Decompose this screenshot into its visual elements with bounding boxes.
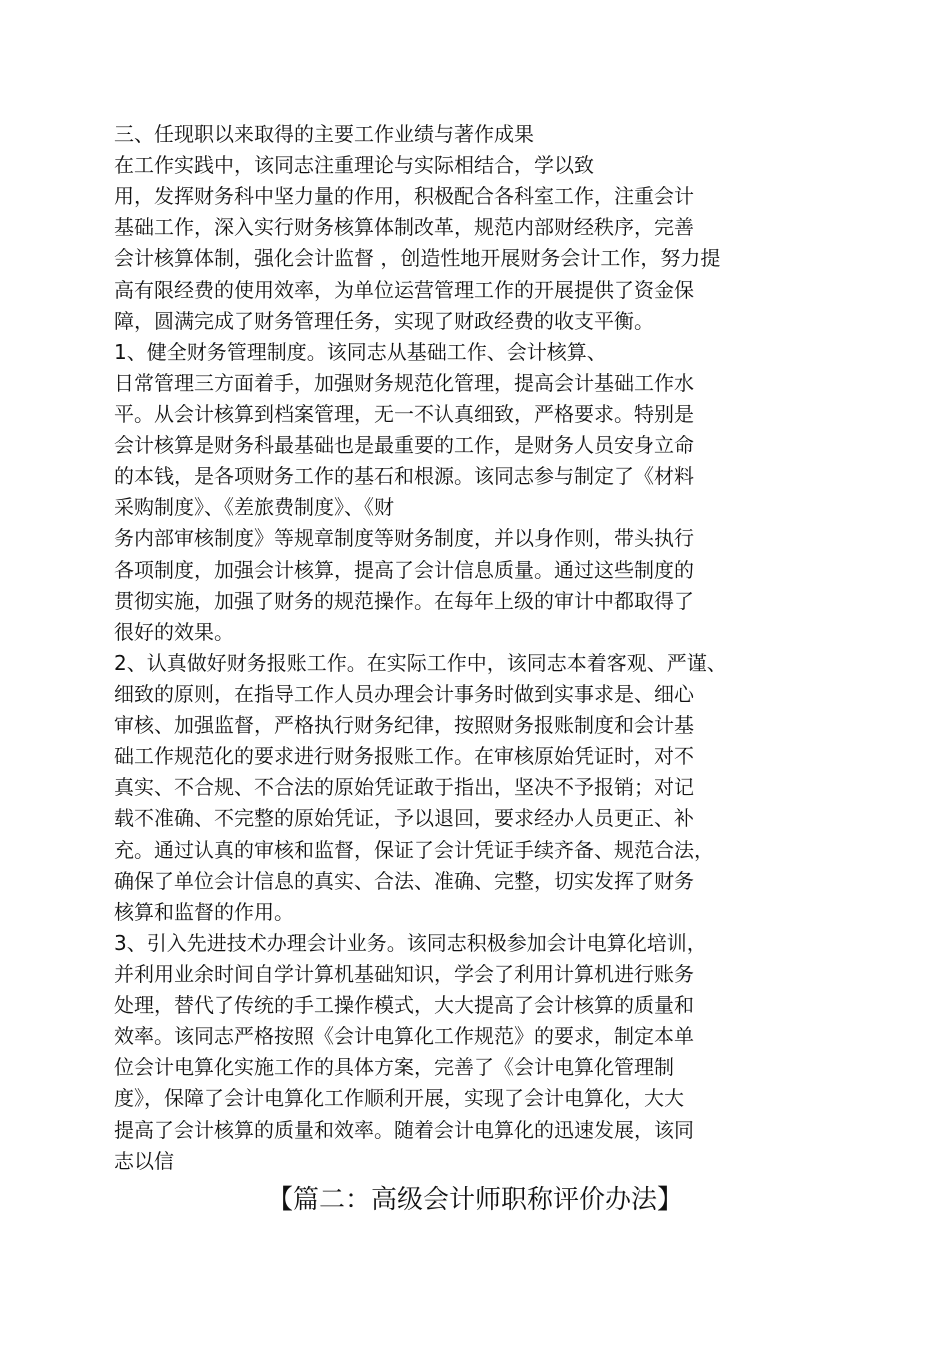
text-line: 审核、加强监督，严格执行财务纪律，按照财务报账制度和会计基 <box>114 713 694 737</box>
text-line: 位会计电算化实施工作的具体方案，完善了《会计电算化管理制 <box>114 1055 674 1079</box>
text-line: 平。从会计核算到档案管理，无一不认真细致，严格要求。特别是 <box>114 402 694 426</box>
item-one-title: 1、健全财务管理制度。该同志从基础工作、会计核算、 <box>114 340 607 364</box>
text-line: 志以信 <box>114 1149 174 1173</box>
item-two-title: 2、认真做好财务报账工作。在实际工作中，该同志本着客观、严谨、 <box>114 651 727 675</box>
text-line: 贯彻实施，加强了财务的规范操作。在每年上级的审计中都取得了 <box>114 589 694 613</box>
text-line: 采购制度》、《差旅费制度》、《财 <box>114 495 394 519</box>
text-line: 在工作实践中，该同志注重理论与实际相结合，学以致 <box>114 153 594 177</box>
text-line: 会计核算体制，强化会计监督 ，创造性地开展财务会计工作，努力提 <box>114 246 721 270</box>
text-line: 度》，保障了会计电算化工作顺利开展，实现了会计电算化，大大 <box>114 1086 684 1110</box>
text-line: 基础工作，深入实行财务核算体制改革，规范内部财经秩序，完善 <box>114 215 694 239</box>
text-line: 处理，替代了传统的手工操作模式，大大提高了会计核算的质量和 <box>114 993 694 1017</box>
text-line: 确保了单位会计信息的真实、合法、准确、完整，切实发挥了财务 <box>114 869 694 893</box>
text-line: 各项制度，加强会计核算，提高了会计信息质量。通过这些制度的 <box>114 558 694 582</box>
text-line: 日常管理三方面着手，加强财务规范化管理，提高会计基础工作水 <box>114 371 694 395</box>
section-heading: 【篇二：高级会计师职称评价办法】 <box>266 1185 683 1215</box>
text-line: 的本钱，是各项财务工作的基石和根源。该同志参与制定了《材料 <box>114 464 694 488</box>
text-line: 效率。该同志严格按照《会计电算化工作规范》的要求，制定本单 <box>114 1024 694 1048</box>
text-line: 载不准确、不完整的原始凭证，予以退回，要求经办人员更正、补 <box>114 806 694 830</box>
text-line: 高有限经费的使用效率，为单位运营管理工作的开展提供了资金保 <box>114 278 694 302</box>
text-line: 用，发挥财务科中坚力量的作用，积极配合各科室工作，注重会计 <box>114 184 694 208</box>
text-line: 障，圆满完成了财务管理任务，实现了财政经费的收支平衡。 <box>114 309 654 333</box>
text-line: 础工作规范化的要求进行财务报账工作。在审核原始凭证时，对不 <box>114 744 694 768</box>
item-three-title: 3、引入先进技术办理会计业务。该同志积极参加会计电算化培训， <box>114 931 707 955</box>
text-line: 细致的原则，在指导工作人员办理会计事务时做到实事求是、细心 <box>114 682 694 706</box>
text-line: 很好的效果。 <box>114 620 234 644</box>
text-line: 充。通过认真的审核和监督，保证了会计凭证手续齐备、规范合法， <box>114 838 714 862</box>
text-line: 核算和监督的作用。 <box>114 900 294 924</box>
text-line: 提高了会计核算的质量和效率。随着会计电算化的迅速发展，该同 <box>114 1118 694 1142</box>
text-line: 务内部审核制度》等规章制度等财务制度，并以身作则，带头执行 <box>114 526 694 550</box>
text-line: 真实、不合规、不合法的原始凭证敢于指出，坚决不予报销；对记 <box>114 775 694 799</box>
section-three-title: 三、任现职以来取得的主要工作业绩与著作成果 <box>114 122 534 146</box>
text-line: 会计核算是财务科最基础也是最重要的工作，是财务人员安身立命 <box>114 433 694 457</box>
text-line: 并利用业余时间自学计算机基础知识，学会了利用计算机进行账务 <box>114 962 694 986</box>
